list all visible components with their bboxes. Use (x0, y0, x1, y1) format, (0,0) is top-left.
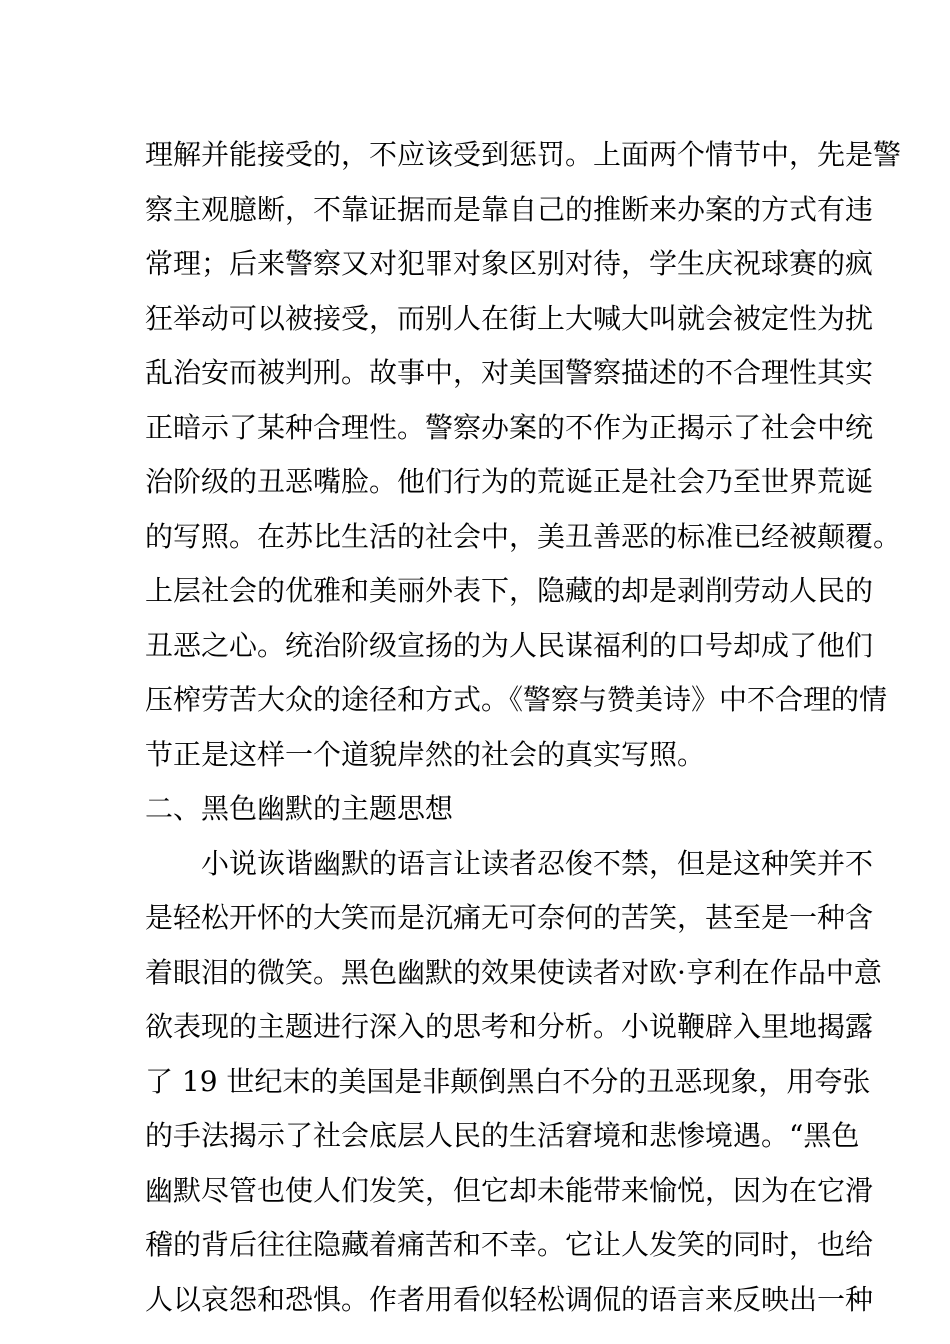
paragraph-2-line: 的手法揭示了社会底层人民的生活窘境和悲惨境遇。“黑色 (145, 1119, 860, 1152)
paragraph-1-line: 常理；后来警察又对犯罪对象区别对待，学生庆祝球赛的疯 (145, 247, 874, 280)
paragraph-1-line: 丑恶之心。统治阶级宣扬的为人民谋福利的口号却成了他们 (145, 628, 874, 662)
paragraph-1-line: 乱治安而被判刑。故事中，对美国警察描述的不合理性其实 (145, 356, 874, 389)
paragraph-2-line: 了 19 世纪末的美国是非颠倒黑白不分的丑恶现象，用夸张 (145, 1064, 871, 1098)
paragraph-2-line: 着眼泪的微笑。黑色幽默的效果使读者对欧·亨利在作品中意 (145, 955, 882, 989)
paragraph-2 (145, 837, 882, 1328)
section-heading: 二、黑色幽默的主题思想 (145, 792, 454, 825)
paragraph-1-line: 节正是这样一个道貌岸然的社会的真实写照。 (145, 737, 706, 771)
paragraph-1-line: 上层社会的优雅和美丽外表下，隐藏的却是剥削劳动人民的 (145, 574, 874, 607)
paragraph-2-line: 小说诙谐幽默的语言让读者忍俊不禁，但是这种笑并不 (201, 846, 874, 880)
paragraph-1-line: 理解并能接受的，不应该受到惩罚。上面两个情节中，先是警 (145, 138, 902, 171)
paragraph-1-line: 狂举动可以被接受，而别人在街上大喊大叫就会被定性为扰 (145, 301, 874, 335)
paragraph-2-line: 欲表现的主题进行深入的思考和分析。小说鞭辟入里地揭露 (145, 1010, 874, 1043)
paragraph-2-line: 稽的背后往往隐藏着痛苦和不幸。它让人发笑的同时，也给 (145, 1228, 874, 1261)
paragraph-1 (145, 128, 902, 782)
paragraph-2-line: 人以哀怨和恐惧。作者用看似轻松调侃的语言来反映出一种 (145, 1282, 874, 1316)
paragraph-1-line: 治阶级的丑恶嘴脸。他们行为的荒诞正是社会乃至世界荒诞 (145, 465, 874, 498)
paragraph-1-line: 的写照。在苏比生活的社会中，美丑善恶的标准已经被颠覆。 (145, 519, 902, 553)
paragraph-1-line: 察主观臆断，不靠证据而是靠自己的推断来办案的方式有违 (145, 192, 874, 226)
paragraph-1-line: 压榨劳苦大众的途径和方式。《警察与赞美诗》中不合理的情 (145, 683, 888, 716)
body-text (145, 128, 902, 1327)
paragraph-1-line: 正暗示了某种合理性。警察办案的不作为正揭示了社会中统 (145, 410, 874, 444)
paragraph-2-line: 幽默尽管也使人们发笑，但它却未能带来愉悦，因为在它滑 (145, 1173, 874, 1207)
paragraph-2-line: 是轻松开怀的大笑而是沉痛无可奈何的苦笑，甚至是一种含 (145, 901, 874, 934)
